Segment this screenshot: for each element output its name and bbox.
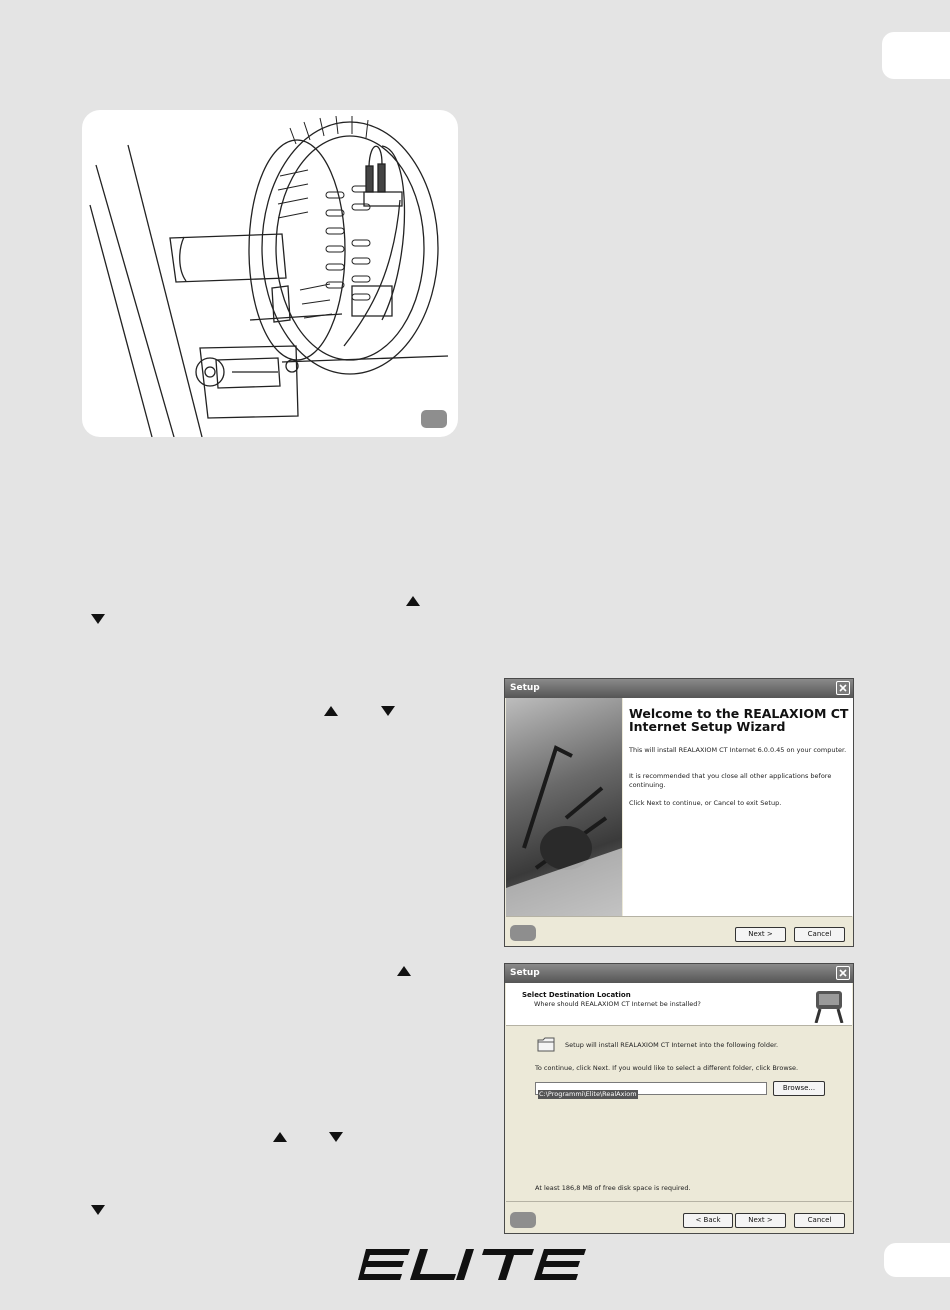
cancel-button[interactable]: Cancel bbox=[794, 927, 845, 942]
cancel-button[interactable]: Cancel bbox=[794, 1213, 845, 1228]
wizard-heading: Select Destination Location bbox=[522, 991, 631, 999]
close-icon[interactable] bbox=[836, 966, 850, 980]
triangle-up-icon bbox=[396, 965, 412, 977]
window-title: Setup bbox=[505, 679, 853, 698]
wizard-para-1: This will install REALAXIOM CT Internet 6.0.0.45 on your computer. bbox=[629, 746, 847, 754]
disk-space-note: At least 186,8 MB of free disk space is required. bbox=[535, 1184, 691, 1192]
elite-logo bbox=[358, 1249, 586, 1281]
wizard-para-3: Click Next to continue, or Cancel to exit Setup. bbox=[629, 799, 782, 807]
triangle-down-icon bbox=[380, 705, 396, 717]
next-button[interactable]: Next > bbox=[735, 1213, 786, 1228]
triangle-up-icon bbox=[272, 1131, 288, 1143]
install-instruction: To continue, click Next. If you would like to select a different folder, click Browse. bbox=[535, 1064, 799, 1072]
back-button[interactable]: < Back bbox=[683, 1213, 733, 1228]
browse-button[interactable]: Browse... bbox=[773, 1081, 825, 1096]
trainer-drawing bbox=[82, 110, 458, 437]
path-value: C:\Programmi\Elite\RealAxiom bbox=[539, 1090, 637, 1098]
destination-path-input[interactable] bbox=[535, 1082, 767, 1098]
triangle-down-icon bbox=[90, 1204, 106, 1216]
wizard-content bbox=[623, 698, 853, 916]
wizard-subheading: Where should REALAXIOM CT Internet be installed? bbox=[534, 1000, 701, 1008]
install-info: Setup will install REALAXIOM CT Internet into the following folder. bbox=[565, 1041, 779, 1049]
figure-badge bbox=[421, 410, 447, 428]
triangle-up-icon bbox=[405, 595, 421, 607]
wizard-para-2: It is recommended that you close all other applications before continuing. bbox=[629, 772, 832, 789]
folder-icon bbox=[537, 1036, 555, 1052]
close-icon[interactable] bbox=[836, 681, 850, 695]
triangle-up-icon bbox=[323, 705, 339, 717]
triangle-down-icon bbox=[90, 613, 106, 625]
figure-badge bbox=[510, 925, 536, 941]
setup-destination-window bbox=[504, 963, 854, 1234]
wizard-heading: Welcome to the REALAXIOM CT Internet Setup Wizard bbox=[629, 706, 849, 734]
wizard-side-image bbox=[506, 698, 622, 916]
page-tab-bottom bbox=[884, 1243, 950, 1277]
triangle-down-icon bbox=[328, 1131, 344, 1143]
trainer-illustration bbox=[82, 110, 458, 437]
next-button[interactable]: Next > bbox=[735, 927, 786, 942]
window-title: Setup bbox=[505, 964, 853, 983]
figure-badge bbox=[510, 1212, 536, 1228]
page-tab-top bbox=[882, 32, 950, 79]
trainer-device-icon bbox=[810, 987, 848, 1023]
setup-welcome-window bbox=[504, 678, 854, 947]
wizard-header bbox=[506, 983, 852, 1026]
